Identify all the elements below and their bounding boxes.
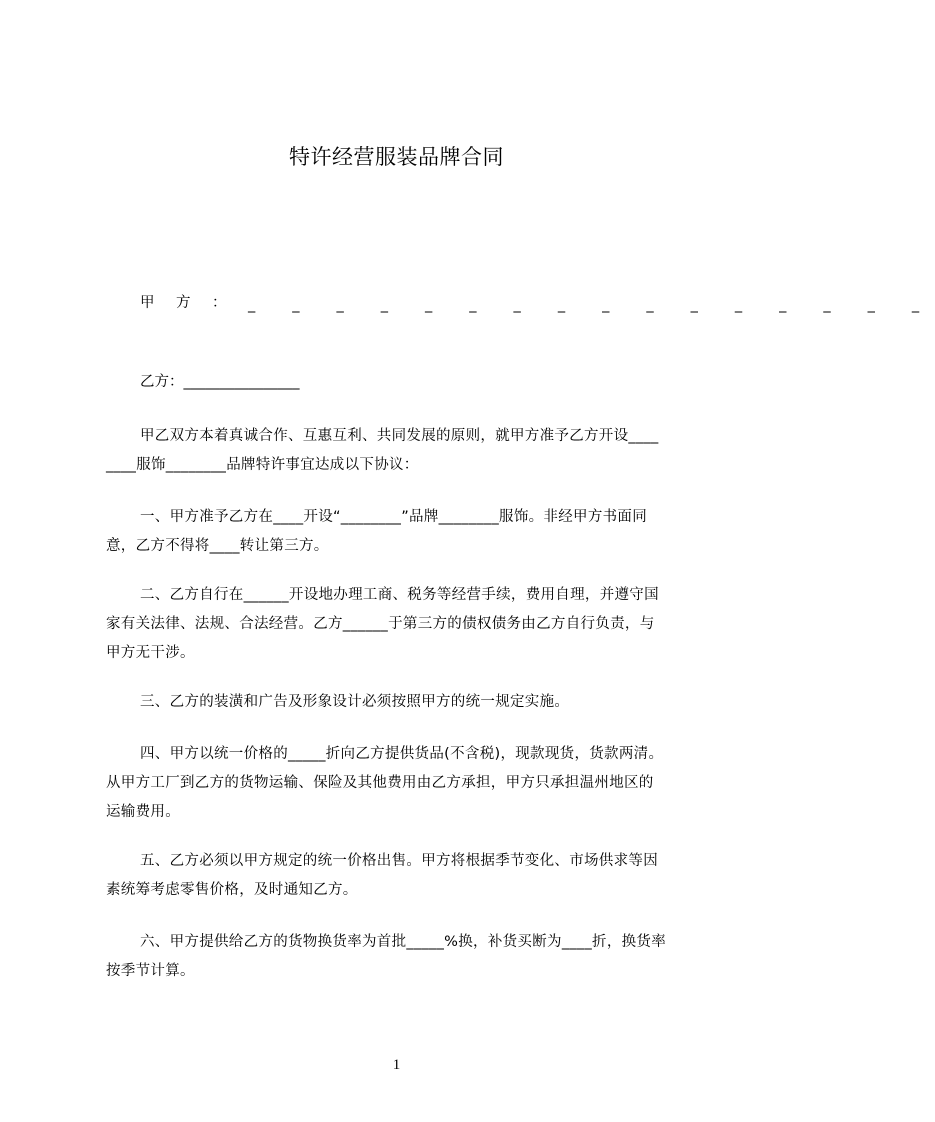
clause-2-line-2: 家有关法律、法规、合法经营。乙方______于第三方的债权债务由乙方自行负责，与 — [106, 616, 655, 632]
page-number: 1 — [392, 1057, 401, 1073]
clause-6-line-1: 六、甲方提供给乙方的货物换货率为首批_____%换，补货买断为____折，换货率 — [140, 934, 667, 950]
clause-4-line-2: 从甲方工厂到乙方的货物运输、保险及其他费用由乙方承担，甲方只承担温州地区的 — [106, 775, 654, 791]
clause-1-line-1: 一、甲方准予乙方在____开设“________”品牌________服饰。非经甲方书面同 — [140, 509, 648, 525]
clause-4-line-3: 运输费用。 — [106, 804, 180, 820]
clause-2-line-3: 甲方无干涉。 — [106, 645, 195, 661]
clause-6-line-2: 按季节计算。 — [106, 963, 195, 979]
party-a-line — [140, 290, 935, 316]
clause-3-line-1: 三、乙方的装潢和广告及形象设计必须按照甲方的统一规定实施。 — [140, 694, 570, 710]
party-a-label-char2: 方 — [176, 295, 191, 311]
party-a-label-char1: 甲 — [140, 295, 155, 311]
party-b-line: 乙方：________________ — [140, 374, 300, 390]
clause-5-line-2: 素统筹考虑零售价格，及时通知乙方。 — [106, 882, 358, 898]
party-a-colon: ： — [212, 295, 227, 311]
clause-1-line-2: 意，乙方不得将____转让第三方。 — [106, 538, 329, 554]
party-a-blank: _ _ _ _ _ _ _ _ _ _ _ _ _ _ _ _ — [248, 297, 935, 313]
document-title: 特许经营服装品牌合同 — [289, 145, 504, 169]
intro-line-1: 甲乙双方本着真诚合作、互惠互利、共同发展的原则，就甲方准予乙方开设____ — [140, 428, 659, 444]
clause-4-line-1: 四、甲方以统一价格的_____折向乙方提供货品(不含税)，现款现货，货款两清。 — [140, 746, 664, 762]
intro-line-2: ____服饰________品牌特许事宜达成以下协议： — [106, 457, 419, 473]
clause-5-line-1: 五、乙方必须以甲方规定的统一价格出售。甲方将根据季节变化、市场供求等因 — [140, 853, 658, 869]
clause-2-line-1: 二、乙方自行在______开设地办理工商、税务等经营手续，费用自理，并遵守国 — [140, 587, 659, 603]
